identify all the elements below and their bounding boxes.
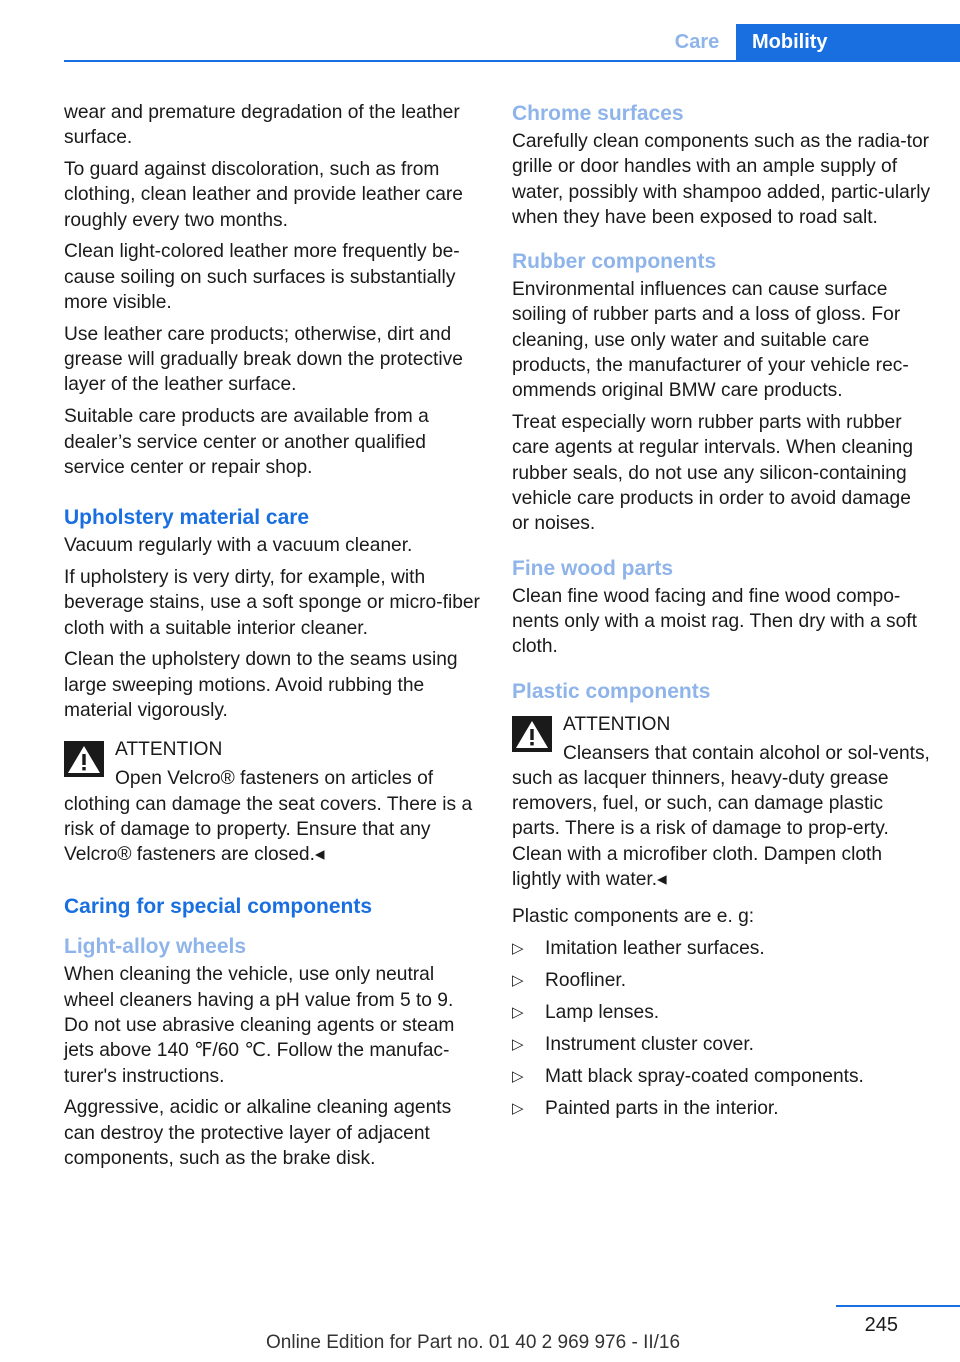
paragraph: wear and premature degradation of the leather surface. xyxy=(64,102,460,149)
tab-care[interactable]: Care xyxy=(674,31,720,53)
paragraph: Clean the upholstery down to the seams using large sweeping motions. Avoid rubbing the material vigorously. xyxy=(64,649,458,721)
warning-triangle-icon xyxy=(64,741,104,777)
paragraph: Suitable care products are available from a dealer’s service center or another qualified service center or repair shop. xyxy=(64,406,429,478)
heading-chrome-surfaces: Chrome surfaces xyxy=(512,102,684,125)
triangle-bullet-icon: ▷ xyxy=(512,1100,524,1118)
heading-light-alloy-wheels: Light-alloy wheels xyxy=(64,935,247,959)
list-item: ▷ Painted parts in the interior. xyxy=(512,1096,932,1121)
heading-upholstery: Upholstery material care xyxy=(64,506,310,530)
list-item: ▷ Imitation leather surfaces. xyxy=(512,936,932,961)
triangle-bullet-icon: ▷ xyxy=(512,1036,524,1054)
triangle-bullet-icon: ▷ xyxy=(512,972,524,990)
paragraph: Use leather care products; otherwise, dirt and grease will gradually break down the protective layer of the leather surface. xyxy=(64,323,463,396)
paragraph: Clean fine wood facing and fine wood compo-nents only with a moist rag. Then dry with a soft cloth. xyxy=(512,585,917,658)
paragraph: When cleaning the vehicle, use only neutral wheel cleaners having a pH value from 5 to 9. Do not use abrasive cleaning agents or steam jets above 140 ℉/60 ℃. Follow the manufac-turer's instructions. xyxy=(64,964,455,1087)
list-item: ▷ Instrument cluster cover. xyxy=(512,1032,932,1057)
triangle-bullet-icon: ▷ xyxy=(512,1004,524,1022)
list-item: ▷ Lamp lenses. xyxy=(512,1000,932,1025)
list-item: ▷ Matt black spray-coated components. xyxy=(512,1064,932,1089)
plastic-components-list xyxy=(512,936,932,1121)
attention-title: ATTENTION xyxy=(115,739,223,761)
heading-special-components: Caring for special components xyxy=(64,895,373,919)
triangle-bullet-icon: ▷ xyxy=(512,940,524,958)
warning-triangle-icon xyxy=(512,716,552,752)
paragraph: Treat especially worn rubber parts with rubber care agents at regular intervals. When cleaning rubber seals, do not use any silicon-containing vehicle care products in order to avoid damage or noises. xyxy=(512,412,914,535)
attention-text: Cleansers that contain alcohol or sol-vents, such as lacquer thinners, heavy-duty grease removers, fuel, or such, can damage plastic parts. There is a risk of damage to prop-erty. Clean with a microfiber cloth. Dampen cloth lightly with water.◂ xyxy=(512,742,930,891)
attention-title: ATTENTION xyxy=(563,713,671,735)
attention-text: Open Velcro® fasteners on articles of clothing can damage the seat covers. There is a risk of damage to property. Ensure that any Velcro® fasteners are closed.◂ xyxy=(64,768,473,866)
attention-box xyxy=(512,712,932,893)
footer-rule xyxy=(836,1305,960,1307)
left-column xyxy=(64,100,482,1178)
paragraph: Plastic components are e. g: xyxy=(512,906,755,928)
paragraph: Environmental influences can cause surface soiling of rubber parts and a loss of gloss. For cleaning, use only water and suitable care products, the manufacturer of your vehicle rec-ommends original BMW care products. xyxy=(512,279,909,402)
heading-rubber-components: Rubber components xyxy=(512,250,717,274)
paragraph: Vacuum regularly with a vacuum cleaner. xyxy=(64,535,413,557)
paragraph: Clean light-colored leather more frequently be-cause soiling on such surfaces is substantially more visible. xyxy=(64,241,460,314)
tab-mobility[interactable]: Mobility xyxy=(736,24,960,61)
paragraph: If upholstery is very dirty, for example, with beverage stains, use a soft sponge or micro-fiber cloth with a suitable interior cleaner. xyxy=(64,566,480,639)
paragraph: Aggressive, acidic or alkaline cleaning agents can destroy the protective layer of adjacent components, such as the brake disk. xyxy=(64,1097,452,1169)
heading-fine-wood-parts: Fine wood parts xyxy=(512,556,674,580)
triangle-bullet-icon: ▷ xyxy=(512,1068,524,1086)
page-number: 245 xyxy=(864,1314,898,1336)
right-column xyxy=(512,100,932,1128)
attention-box xyxy=(64,737,482,867)
paragraph: Carefully clean components such as the radia-tor grille or door handles with an ample supply of water, possibly with shampoo added, partic-ularly when they have been exposed to road salt. xyxy=(512,131,931,228)
paragraph: To guard against discoloration, such as from clothing, clean leather and provide leather care roughly every two months. xyxy=(64,159,463,231)
list-item: ▷ Roofliner. xyxy=(512,968,932,993)
heading-plastic-components: Plastic components xyxy=(512,679,711,703)
edition-note: Online Edition for Part no. 01 40 2 969 976 - II/16 xyxy=(266,1332,681,1353)
